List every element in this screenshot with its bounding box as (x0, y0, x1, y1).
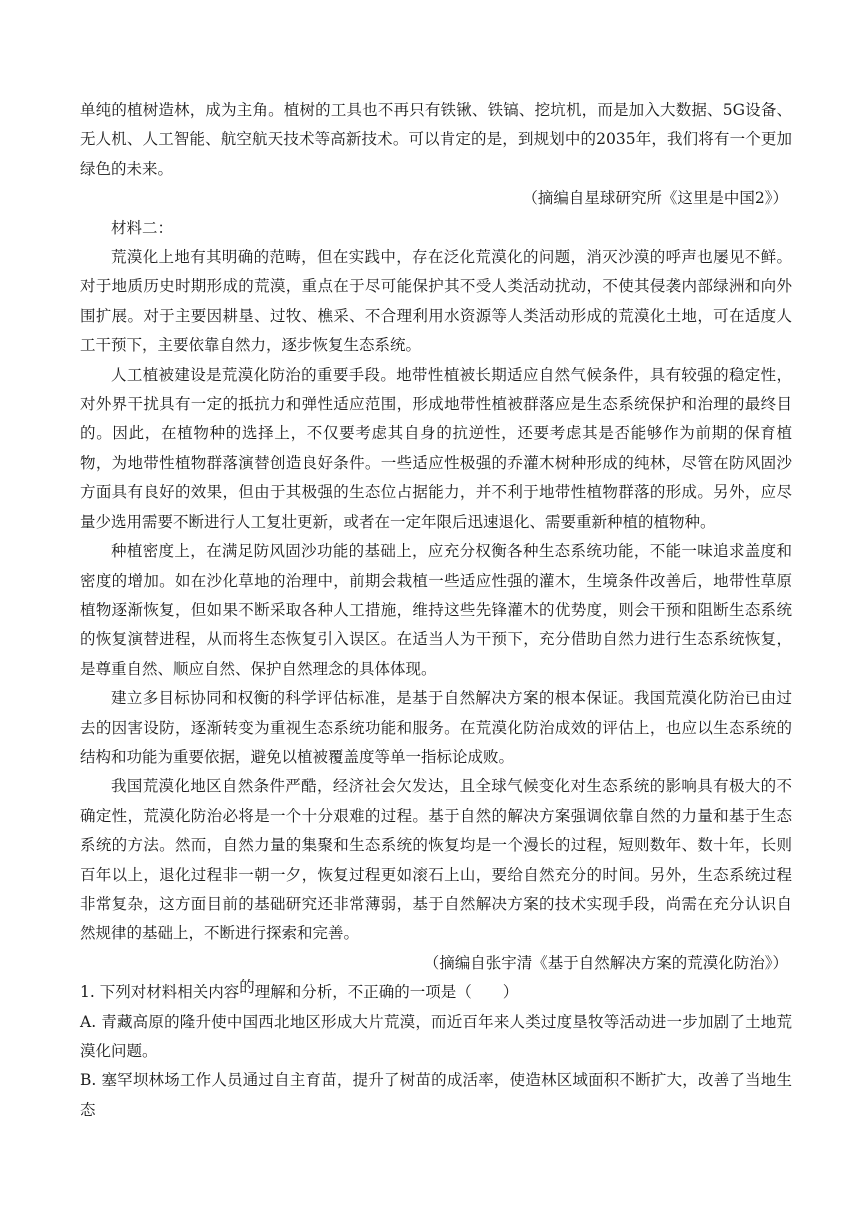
paragraph-continued: 单纯的植树造林，成为主角。植树的工具也不再只有铁锹、铁镐、挖坑机，而是加入大数据、5G设备、无人机、人工智能、航空航天技术等高新技术。可以肯定的是，到规划中的2035年，我们将有一个更加绿色的未来。 (80, 101, 792, 178)
material-2-paragraph-1: 荒漠化上地有其明确的范畴，但在实践中，存在泛化荒漠化的问题，消灭沙漠的呼声也屡见不鲜。对于地质历史时期形成的荒漠，重点在于尽可能保护其不受人类活动扰动，不使其侵袭内部绿洲和向外围扩展。对于主要因耕垦、过牧、樵采、不合理利用水资源等人类活动形成的荒漠化土地，可在适度人工干预下，主要依靠自然力，逐步恢复生态系统。 (80, 248, 792, 355)
question-1-stem (80, 978, 792, 1007)
material-2-paragraph-4: 建立多目标协同和权衡的科学评估标准，是基于自然解决方案的根本保证。我国荒漠化防治已由过去的因害设防，逐渐转变为重视生态系统功能和服务。在荒漠化防治成效的评估上，也应以生态系统的结构和功能为重要依据，避免以植被覆盖度等单一指标论成败。 (80, 689, 792, 766)
material-2-paragraph-3: 种植密度上，在满足防风固沙功能的基础上，应充分权衡各种生态系统功能，不能一味追求盖度和密度的增加。如在沙化草地的治理中，前期会栽植一些适应性强的灌木，生境条件改善后，地带性草原植物逐渐恢复，但如果不断采取各种人工措施，维持这些先锋灌木的优势度，则会干预和阻断生态系统的恢复演替进程，从而将生态恢复引入误区。在适当人为干预下，充分借助自然力进行生态系统恢复，是尊重自然、顺应自然、保护自然理念的具体体现。 (80, 542, 792, 678)
material-2-paragraph-5: 我国荒漠化地区自然条件严酷，经济社会欠发达，且全球气候变化对生态系统的影响具有极大的不确定性，荒漠化防治必将是一个十分艰难的过程。基于自然的解决方案强调依靠自然的力量和基于生态系统的方法。然而，自然力量的集聚和生态系统的恢复均是一个漫长的过程，短则数年、数十年，长则百年以上，退化过程非一朝一夕，恢复过程更如滚石上山，要给自然充分的时间。另外，生态系统过程非常复杂，这方面目前的基础研究还非常薄弱，基于自然解决方案的技术实现手段，尚需在充分认识自然规律的基础上，不断进行探索和完善。 (80, 777, 792, 943)
question-stem-raised-char: 的 (239, 978, 255, 997)
question-1-option-b: B. 塞罕坝林场工作人员通过自主育苗，提升了树苗的成活率，使造林区域面积不断扩大，改善了当地生态 (80, 1071, 792, 1119)
material-2-paragraph-2: 人工植被建设是荒漠化防治的重要手段。地带性植被长期适应自然气候条件，具有较强的稳定性，对外界干扰具有一定的抵抗力和弹性适应范围，形成地带性植被群落应是生态系统保护和治理的最终目的。因此，在植物种的选择上，不仅要考虑其自身的抗逆性，还要考虑其是否能够作为前期的保育植物，为地带性植物群落演替创造良好条件。一些适应性极强的乔灌木树种形成的纯林，尽管在防风固沙方面具有良好的效果，但由于其极强的生态位占据能力，并不利于地带性植物群落的形成。另外，应尽量少选用需要不断进行人工复壮更新，或者在一定年限后迅速退化、需要重新种植的植物种。 (80, 365, 792, 531)
question-stem-part-2: 理解和分析，不正确的一项是（ ） (254, 983, 519, 1002)
question-1-option-a: A. 青藏高原的隆升使中国西北地区形成大片荒漠，而近百年来人类过度垦牧等活动进一步加剧了土地荒漠化问题。 (80, 1012, 792, 1060)
material-2-heading: 材料二： (111, 218, 174, 237)
source-citation-2: （摘编自张宇清《基于自然解决方案的荒漠化防治》） (423, 953, 788, 972)
document-page (80, 96, 792, 1125)
source-citation-1: （摘编自星球研究所《这里是中国2》） (522, 189, 788, 208)
question-stem-part-1: 1. 下列对材料相关内容 (80, 983, 240, 1002)
